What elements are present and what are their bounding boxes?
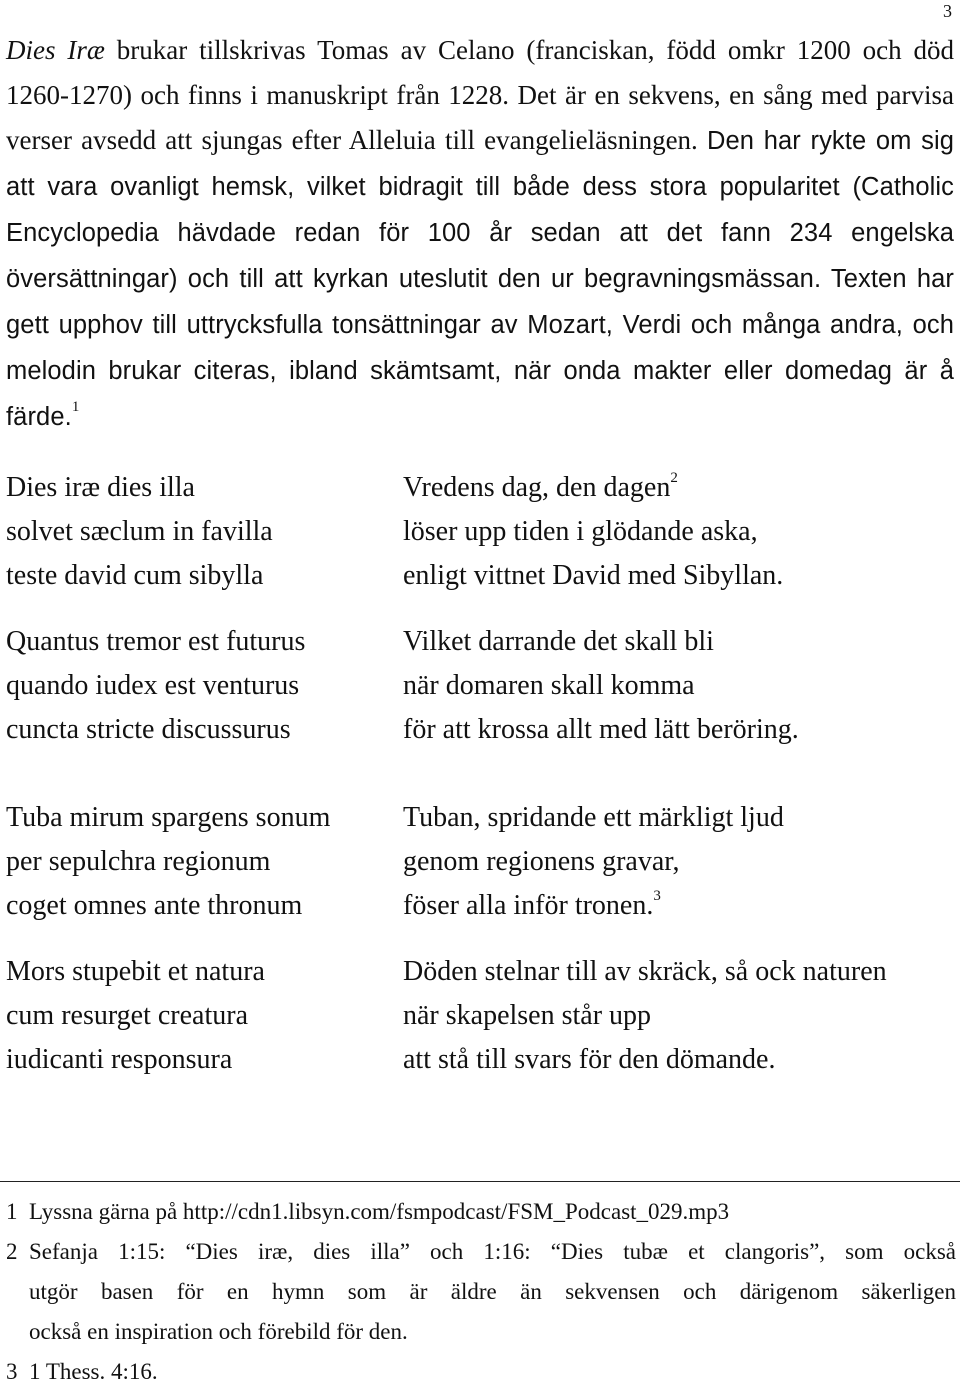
latin-line: quando iudex est venturus — [6, 670, 300, 701]
intro-paragraph — [6, 28, 954, 440]
latin-line: Mors stupebit et natura — [6, 956, 265, 987]
footnotes — [6, 1192, 956, 1392]
swedish-line: Vredens dag, den dagen$^2$ — [403, 470, 678, 503]
swedish-line: föser alla inför tronen.$^3$ — [403, 888, 661, 921]
footnote-ref-3: 3 — [653, 888, 661, 904]
footnote-line: också en inspiration och förebild för den. — [29, 1319, 408, 1344]
verse-line — [6, 840, 956, 884]
latin-line: Quantus tremor est futurus — [6, 626, 306, 657]
footnote-line: Lyssna gärna på http://cdn1.libsyn.com/fsmpodcast/FSM_Podcast_029.mp3 — [29, 1199, 730, 1224]
verse-line — [6, 708, 956, 752]
page-number: 3 — [943, 1, 952, 21]
latin-line: per sepulchra regionum — [6, 846, 271, 877]
verse-line — [6, 510, 956, 554]
verse-line — [6, 664, 956, 708]
footnote-3 — [6, 1352, 956, 1392]
footnote-line: utgör basen för en hymn som är äldre än sekvensen och därigenom säkerligen — [29, 1279, 956, 1304]
verse-line — [6, 796, 956, 840]
footnote-number: 1 — [6, 1199, 18, 1224]
swedish-line: Döden stelnar till av skräck, så ock naturen — [403, 956, 887, 987]
footnote-2 — [6, 1232, 956, 1352]
verse-line — [6, 466, 956, 510]
swedish-line: enligt vittnet David med Sibyllan. — [403, 560, 784, 591]
latin-line: Tuba mirum spargens sonum — [6, 802, 331, 833]
swedish-line: löser upp tiden i glödande aska, — [403, 516, 758, 547]
footnote-number: 2 — [6, 1239, 18, 1264]
swedish-line: Tuban, spridande ett märkligt ljud — [403, 802, 784, 833]
verse-line — [6, 554, 956, 598]
intro-text-2: Den har rykte om sig att vara ovanligt hemsk, vilket bidragit till både dess stora popularitet (Catholic Encyclopedia hävdade redan för 100 år sedan att det fann 234 engelska översättningar) och till att kyrkan uteslutit den ur begravningsmässan. Texten har gett upphov till uttrycksfulla tonsättningar av Mozart, Verdi och många andra, och melodin brukar citeras, ibland skämtsamt, när onda makter eller domedag är å färde. — [6, 127, 954, 431]
swedish-line: genom regionens gravar, — [403, 846, 680, 877]
intro-title: Dies Iræ — [6, 35, 105, 65]
footnote-number: 3 — [6, 1359, 18, 1384]
footnote-text — [29, 1352, 956, 1392]
footnote-text — [29, 1232, 956, 1352]
verse-line — [6, 1038, 956, 1082]
verse-line — [6, 884, 956, 928]
latin-line: teste david cum sibylla — [6, 560, 264, 591]
stanza-2 — [6, 620, 956, 752]
latin-line: iudicanti responsura — [6, 1044, 233, 1075]
verse-line — [6, 994, 956, 1038]
latin-line: solvet sæclum in favilla — [6, 516, 273, 547]
stanza-3 — [6, 796, 956, 928]
swedish-line: för att krossa allt med lätt beröring. — [403, 714, 799, 745]
stanza-4 — [6, 950, 956, 1082]
footnote-ref-2: 2 — [670, 470, 678, 486]
footnote-1 — [6, 1192, 956, 1232]
footnote-line: Sefanja 1:15: “Dies iræ, dies illa” och 1:16: “Dies tubæ et clangoris”, som också — [29, 1239, 956, 1264]
latin-line: Dies iræ dies illa — [6, 472, 195, 503]
footnote-ref-1: 1 — [71, 399, 80, 415]
footnote-line: 1 Thess. 4:16. — [29, 1359, 158, 1384]
swedish-line: att stå till svars för den dömande. — [403, 1044, 776, 1075]
swedish-line: när skapelsen står upp — [403, 1000, 652, 1031]
footnote-divider — [0, 1181, 960, 1182]
stanza-1 — [6, 466, 956, 598]
verse-line — [6, 620, 956, 664]
swedish-line: Vilket darrande det skall bli — [403, 626, 714, 657]
latin-line: cuncta stricte discussurus — [6, 714, 291, 745]
latin-line: coget omnes ante thronum — [6, 890, 303, 921]
footnote-text — [29, 1192, 956, 1232]
verse-line — [6, 950, 956, 994]
swedish-line: när domaren skall komma — [403, 670, 695, 701]
intro-text-1: brukar tillskrivas Tomas av Celano (franciskan, född omkr 1200 och död 1260-1270) och finns i manuskript från 1228. Det är en sekvens, en sång med parvisa verser avsedd att sjungas efter Alleluia till evangelieläsningen. — [6, 35, 954, 155]
latin-line: cum resurget creatura — [6, 1000, 249, 1031]
